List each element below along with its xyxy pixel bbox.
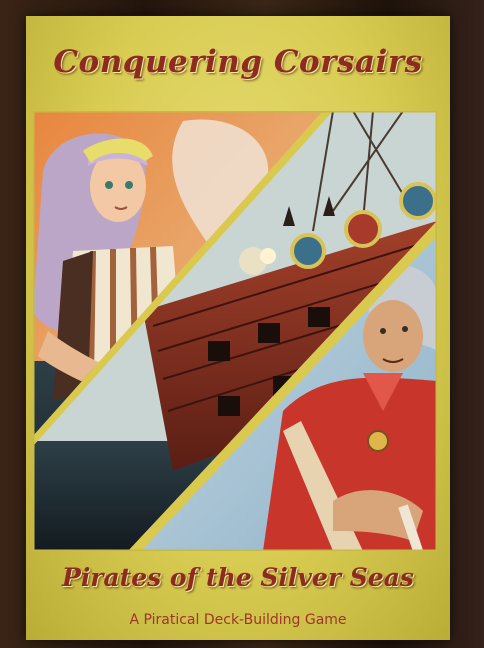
game-title: Conquering Corsairs xyxy=(53,44,423,80)
game-subtitle: Pirates of the Silver Seas xyxy=(62,563,414,592)
cover-illustration xyxy=(33,111,437,551)
game-tagline: A Piratical Deck-Building Game xyxy=(129,612,347,628)
game-box-cover xyxy=(26,16,450,640)
